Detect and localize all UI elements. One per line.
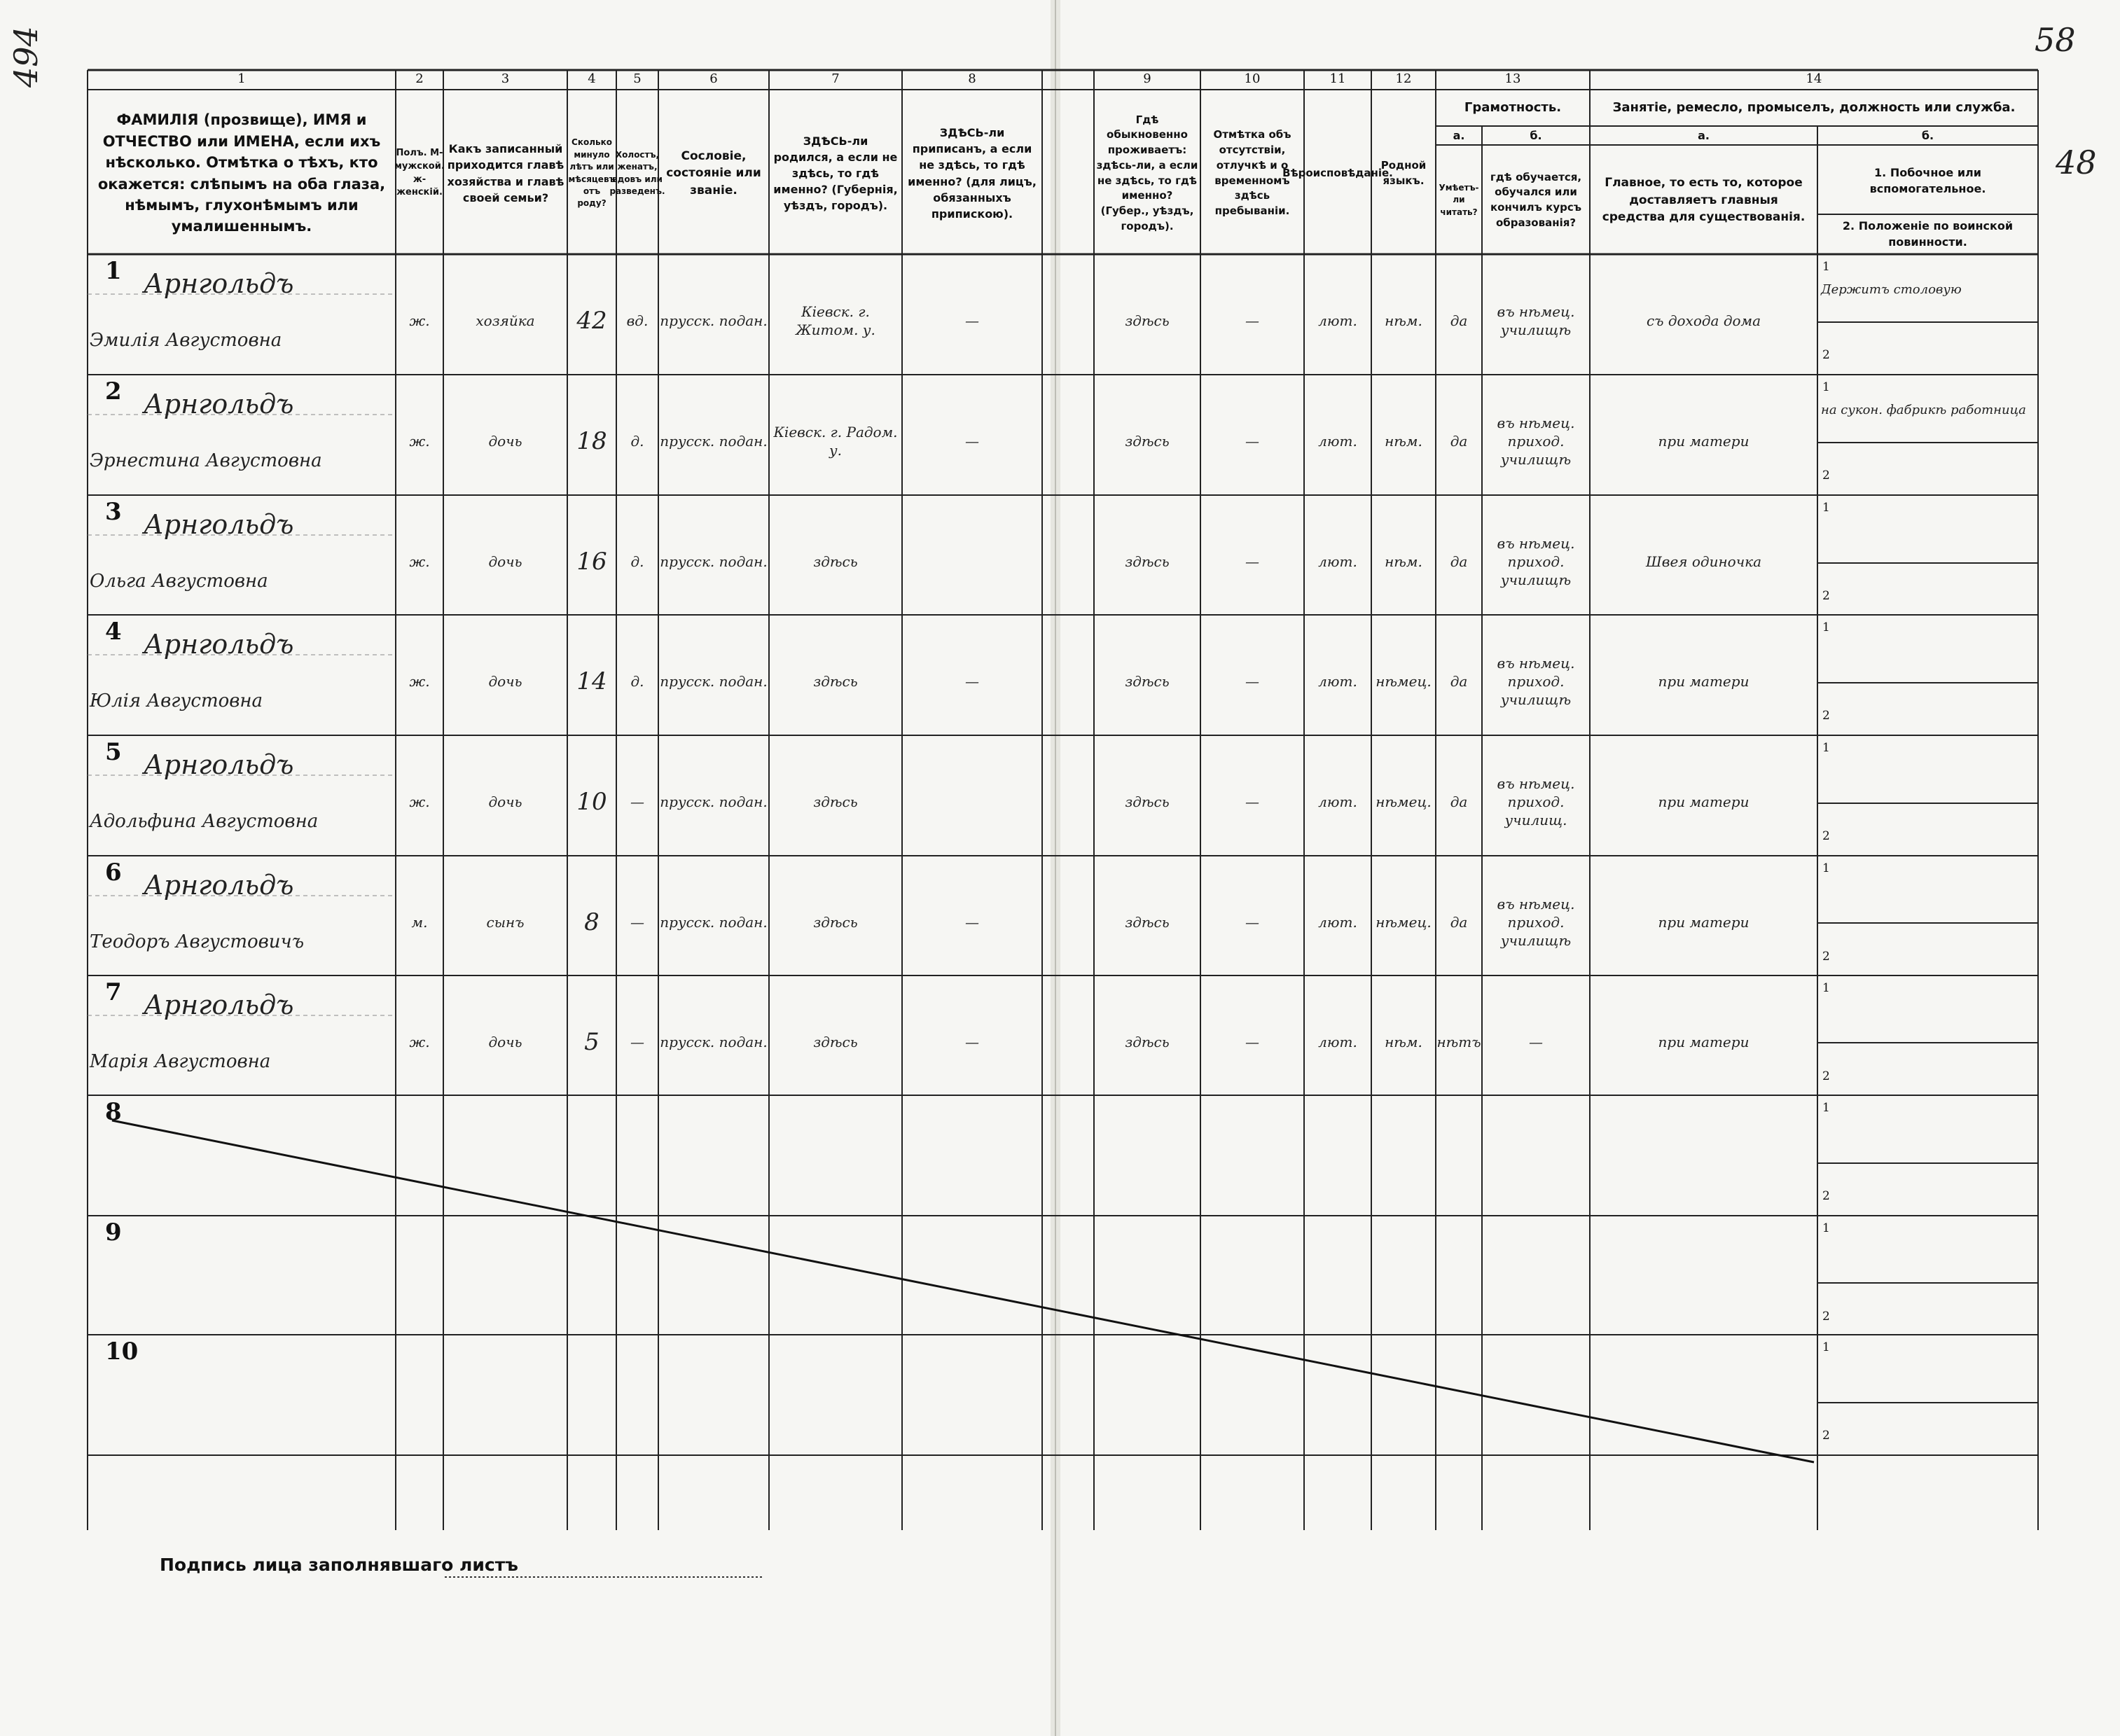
cell-estate: прусск. подан. — [660, 553, 768, 570]
header-col-14a: Главное, то есть то, которое доставляетъ главныя средства для существованія. — [1602, 176, 1806, 225]
cell-registered: — — [965, 1034, 979, 1050]
header-col-14a-label: а. — [1698, 129, 1710, 143]
row-number: 2 — [105, 377, 122, 405]
cell-residence: здѣсь — [1125, 1034, 1170, 1050]
row-number: 4 — [105, 618, 122, 646]
col-num-13: 13 — [1504, 71, 1521, 86]
surname: Арнгольдъ — [144, 389, 294, 419]
cell-language: нѣмец. — [1376, 793, 1432, 810]
cell-sex: ж. — [409, 433, 430, 450]
sub-number-2: 2 — [1822, 348, 1830, 362]
cell-education: — — [1529, 1034, 1543, 1050]
col-num-2: 2 — [415, 71, 424, 86]
cell-sex: ж. — [409, 793, 430, 810]
row-number: 5 — [105, 738, 122, 766]
sub-number-2: 2 — [1822, 1069, 1830, 1083]
sub-number-1: 1 — [1822, 741, 1830, 755]
row-number: 9 — [105, 1218, 122, 1247]
col-num-4: 4 — [588, 71, 596, 86]
cell-sex: м. — [411, 914, 428, 931]
cell-born: Кіевск. г. Житом. у. — [796, 303, 875, 338]
cell-residence: здѣсь — [1125, 433, 1170, 450]
cell-literate: да — [1450, 914, 1468, 931]
cell-religion: лют. — [1318, 793, 1357, 810]
col-num-6: 6 — [709, 71, 718, 86]
sub-number-2: 2 — [1822, 950, 1830, 964]
cell-born: здѣсь — [813, 793, 858, 810]
sub-number-1: 1 — [1822, 981, 1830, 995]
cell-literate: да — [1450, 553, 1468, 570]
cell-language: нѣм. — [1385, 433, 1422, 450]
cell-literate: да — [1450, 793, 1468, 810]
cell-residence: здѣсь — [1125, 553, 1170, 570]
header-col-10: Отмѣтка объ отсутствіи, отлучкѣ и о временномъ здѣсь пребываніи. — [1213, 128, 1291, 217]
col-num-7: 7 — [831, 71, 840, 86]
header-col-14b2: 2. Положеніе по воинской повинности. — [1842, 218, 2014, 249]
col-num-9: 9 — [1143, 71, 1151, 86]
row-number: 10 — [105, 1338, 139, 1366]
cell-marital: д. — [630, 553, 644, 570]
row-number: 3 — [105, 498, 122, 526]
sub-number-1: 1 — [1822, 260, 1830, 274]
cell-marital: д. — [630, 433, 644, 450]
given-names: Эмилія Августовна — [90, 330, 282, 351]
cell-occupation: при матери — [1658, 673, 1750, 690]
cell-age: 10 — [576, 787, 607, 816]
margin-number-left: 494 — [7, 26, 45, 88]
margin-number-right: 48 — [2056, 144, 2097, 181]
cell-religion: лют. — [1318, 553, 1357, 570]
cell-marital: — — [630, 793, 644, 810]
surname: Арнгольдъ — [144, 629, 294, 660]
header-col-4: Сколько минуло лѣтъ или мѣсяцевъ отъ роду? — [568, 137, 616, 209]
sub-number-1: 1 — [1822, 501, 1830, 515]
header-col-13-title: Грамотность. — [1464, 99, 1562, 115]
header-col-13b: гдѣ обучается, обучался или кончилъ курсъ образованія? — [1490, 170, 1582, 229]
given-names: Ольга Августовна — [90, 571, 268, 592]
surname: Арнгольдъ — [144, 509, 294, 540]
sub-number-2: 2 — [1822, 589, 1830, 603]
cell-language: нѣм. — [1385, 312, 1422, 329]
surname: Арнгольдъ — [144, 870, 294, 901]
surname: Арнгольдъ — [144, 989, 294, 1020]
header-col-3: Какъ записанный приходится главѣ хозяйства и главѣ своей семьи? — [447, 142, 564, 204]
cell-age: 8 — [584, 908, 600, 936]
cell-side-occupation: на сукон. фабрикѣ работница — [1821, 403, 2026, 417]
cell-estate: прусск. подан. — [660, 673, 768, 690]
cell-language: нѣмец. — [1376, 673, 1432, 690]
cell-residence: здѣсь — [1125, 793, 1170, 810]
sub-number-2: 2 — [1822, 1429, 1830, 1443]
cell-registered: — — [965, 433, 979, 450]
cell-occupation: при матери — [1658, 433, 1750, 450]
cell-registered: — — [965, 312, 979, 329]
cell-relation: дочь — [488, 553, 522, 570]
cell-sex: ж. — [409, 673, 430, 690]
cell-relation: дочь — [488, 433, 522, 450]
cell-education: въ нѣмец. училищѣ — [1497, 303, 1575, 338]
header-col-2: Полъ. М-мужской. ж-женскій. — [394, 147, 445, 198]
row-number: 6 — [105, 859, 122, 887]
cell-registered — [902, 534, 1042, 590]
cell-estate: прусск. подан. — [660, 1034, 768, 1050]
cell-absence: — — [1245, 1034, 1259, 1050]
sub-number-2: 2 — [1822, 709, 1830, 723]
cell-literate: нѣтъ — [1436, 1034, 1481, 1050]
header-col-14b-label: б. — [1921, 129, 1934, 143]
cell-occupation: Швея одиночка — [1645, 553, 1762, 570]
header-col-5: Холостъ, женатъ, вдовъ или разведенъ. — [609, 149, 665, 196]
sub-number-2: 2 — [1822, 829, 1830, 843]
col-num-14: 14 — [1806, 71, 1822, 86]
cell-education: въ нѣмец. приход. училищѣ — [1497, 535, 1575, 588]
cell-literate: да — [1450, 673, 1468, 690]
cell-relation: дочь — [488, 1034, 522, 1050]
cell-occupation: при матери — [1658, 914, 1750, 931]
cell-relation: дочь — [488, 793, 522, 810]
sub-number-1: 1 — [1822, 380, 1830, 394]
header-col-8: ЗДѢСЬ-ли приписанъ, а если не здѣсь, то гдѣ именно? (для лицъ, обязанныхъ припискою). — [908, 125, 1037, 221]
margin-number-top-right: 58 — [2035, 21, 2076, 59]
surname: Арнгольдъ — [144, 749, 294, 780]
cell-sex: ж. — [409, 1034, 430, 1050]
cell-education: въ нѣмец. приход. училищ. — [1497, 775, 1575, 828]
header-col-6: Сословіе, состояніе или званіе. — [666, 148, 761, 197]
header-col-9: Гдѣ обыкновенно проживаетъ: здѣсь-ли, а если не здѣсь, то гдѣ именно? (Губер., уѣздъ, городъ). — [1096, 113, 1198, 232]
cell-born: здѣсь — [813, 1034, 858, 1050]
header-col-12: Родной языкъ. — [1380, 158, 1427, 187]
cell-residence: здѣсь — [1125, 673, 1170, 690]
cell-education: въ нѣмец. приход. училищѣ — [1497, 655, 1575, 708]
cell-religion: лют. — [1318, 312, 1357, 329]
col-num-12: 12 — [1395, 71, 1412, 86]
cell-language: нѣм. — [1385, 553, 1422, 570]
sub-number-1: 1 — [1822, 1221, 1830, 1235]
cell-education: въ нѣмец. приход. училищѣ — [1497, 415, 1575, 468]
surname: Арнгольдъ — [144, 268, 294, 299]
row-number: 8 — [105, 1098, 122, 1126]
cell-age: 5 — [584, 1027, 600, 1056]
cell-estate: прусск. подан. — [660, 433, 768, 450]
col-num-3: 3 — [501, 71, 510, 86]
cell-estate: прусск. подан. — [660, 312, 768, 329]
cell-born: здѣсь — [813, 914, 858, 931]
header-col-7: ЗДѢСЬ-ли родился, а если не здѣсь, то гдѣ именно? (Губернія, уѣздъ, городъ). — [773, 134, 898, 213]
header-col-13a-label: а. — [1453, 129, 1465, 143]
sub-number-2: 2 — [1822, 1310, 1830, 1324]
cell-religion: лют. — [1318, 1034, 1357, 1050]
given-names: Юлія Августовна — [90, 690, 263, 711]
cell-relation: сынъ — [486, 914, 525, 931]
given-names: Адольфина Августовна — [90, 811, 319, 832]
cell-language: нѣмец. — [1376, 914, 1432, 931]
header-col-13b-label: б. — [1530, 129, 1542, 143]
cell-sex: ж. — [409, 553, 430, 570]
cell-absence: — — [1245, 793, 1259, 810]
cell-marital: — — [630, 1034, 644, 1050]
sub-number-1: 1 — [1822, 1340, 1830, 1354]
row-number: 1 — [105, 257, 122, 285]
cell-estate: прусск. подан. — [660, 914, 768, 931]
given-names: Теодоръ Августовичъ — [90, 931, 305, 952]
sub-number-1: 1 — [1822, 1101, 1830, 1115]
cell-marital: вд. — [626, 312, 649, 329]
cell-absence: — — [1245, 553, 1259, 570]
cell-religion: лют. — [1318, 433, 1357, 450]
cell-born: Кіевск. г. Радом. у. — [773, 424, 898, 459]
cell-residence: здѣсь — [1125, 914, 1170, 931]
cell-age: 16 — [576, 547, 607, 576]
col-num-10: 10 — [1244, 71, 1261, 86]
cell-side-occupation: Держитъ столовую — [1821, 282, 1962, 297]
cell-estate: прусск. подан. — [660, 793, 768, 810]
cell-marital: — — [630, 914, 644, 931]
cell-occupation: при матери — [1658, 793, 1750, 810]
cell-religion: лют. — [1318, 673, 1357, 690]
cell-born: здѣсь — [813, 553, 858, 570]
col-num-8: 8 — [968, 71, 976, 86]
sub-number-1: 1 — [1822, 861, 1830, 875]
cell-registered — [902, 774, 1042, 830]
cell-registered: — — [965, 673, 979, 690]
cell-registered: — — [965, 914, 979, 931]
cell-marital: д. — [630, 673, 644, 690]
cell-occupation: съ дохода дома — [1646, 312, 1761, 329]
cell-religion: лют. — [1318, 914, 1357, 931]
given-names: Эрнестина Августовна — [90, 450, 322, 471]
header-col-14-title: Занятіе, ремесло, промыселъ, должность или служба. — [1612, 99, 2016, 115]
cell-language: нѣм. — [1385, 1034, 1422, 1050]
sub-number-1: 1 — [1822, 620, 1830, 634]
sub-number-2: 2 — [1822, 1189, 1830, 1203]
signature-label: Подпись лица заполнявшаго листъ — [160, 1555, 518, 1575]
sub-number-2: 2 — [1822, 468, 1830, 482]
cell-age: 42 — [576, 306, 607, 335]
cell-residence: здѣсь — [1125, 312, 1170, 329]
row-number: 7 — [105, 978, 122, 1006]
cell-absence: — — [1245, 914, 1259, 931]
cell-sex: ж. — [409, 312, 430, 329]
header-col-14b1: 1. Побочное или вспомогательное. — [1869, 165, 1986, 195]
cell-absence: — — [1245, 312, 1259, 329]
header-col-1: ФАМИЛІЯ (прозвище), ИМЯ и ОТЧЕСТВО или ИМЕНА, если ихъ нѣсколько. Отмѣтка о тѣхъ, кто окажется: слѣпымъ на оба глаза, нѣмымъ, глухонѣмымъ или умалишеннымъ. — [97, 111, 386, 235]
given-names: Марія Августовна — [90, 1051, 271, 1072]
cell-occupation: при матери — [1658, 1034, 1750, 1050]
cell-education: въ нѣмец. приход. училищѣ — [1497, 896, 1575, 949]
col-num-11: 11 — [1329, 71, 1346, 86]
cell-age: 18 — [576, 426, 607, 455]
cell-age: 14 — [576, 667, 607, 695]
cancel-line — [112, 1120, 1814, 1462]
cell-born: здѣсь — [813, 673, 858, 690]
cell-relation: дочь — [488, 673, 522, 690]
cell-literate: да — [1450, 312, 1468, 329]
header-col-11: Вѣроисповѣданіе. — [1282, 166, 1393, 179]
cell-literate: да — [1450, 433, 1468, 450]
col-num-1: 1 — [237, 71, 246, 86]
cell-absence: — — [1245, 433, 1259, 450]
header-col-13a: Умѣетъ-ли читать? — [1439, 182, 1479, 217]
cell-absence: — — [1245, 673, 1259, 690]
col-num-5: 5 — [633, 71, 642, 86]
cell-relation: хозяйка — [476, 312, 535, 329]
